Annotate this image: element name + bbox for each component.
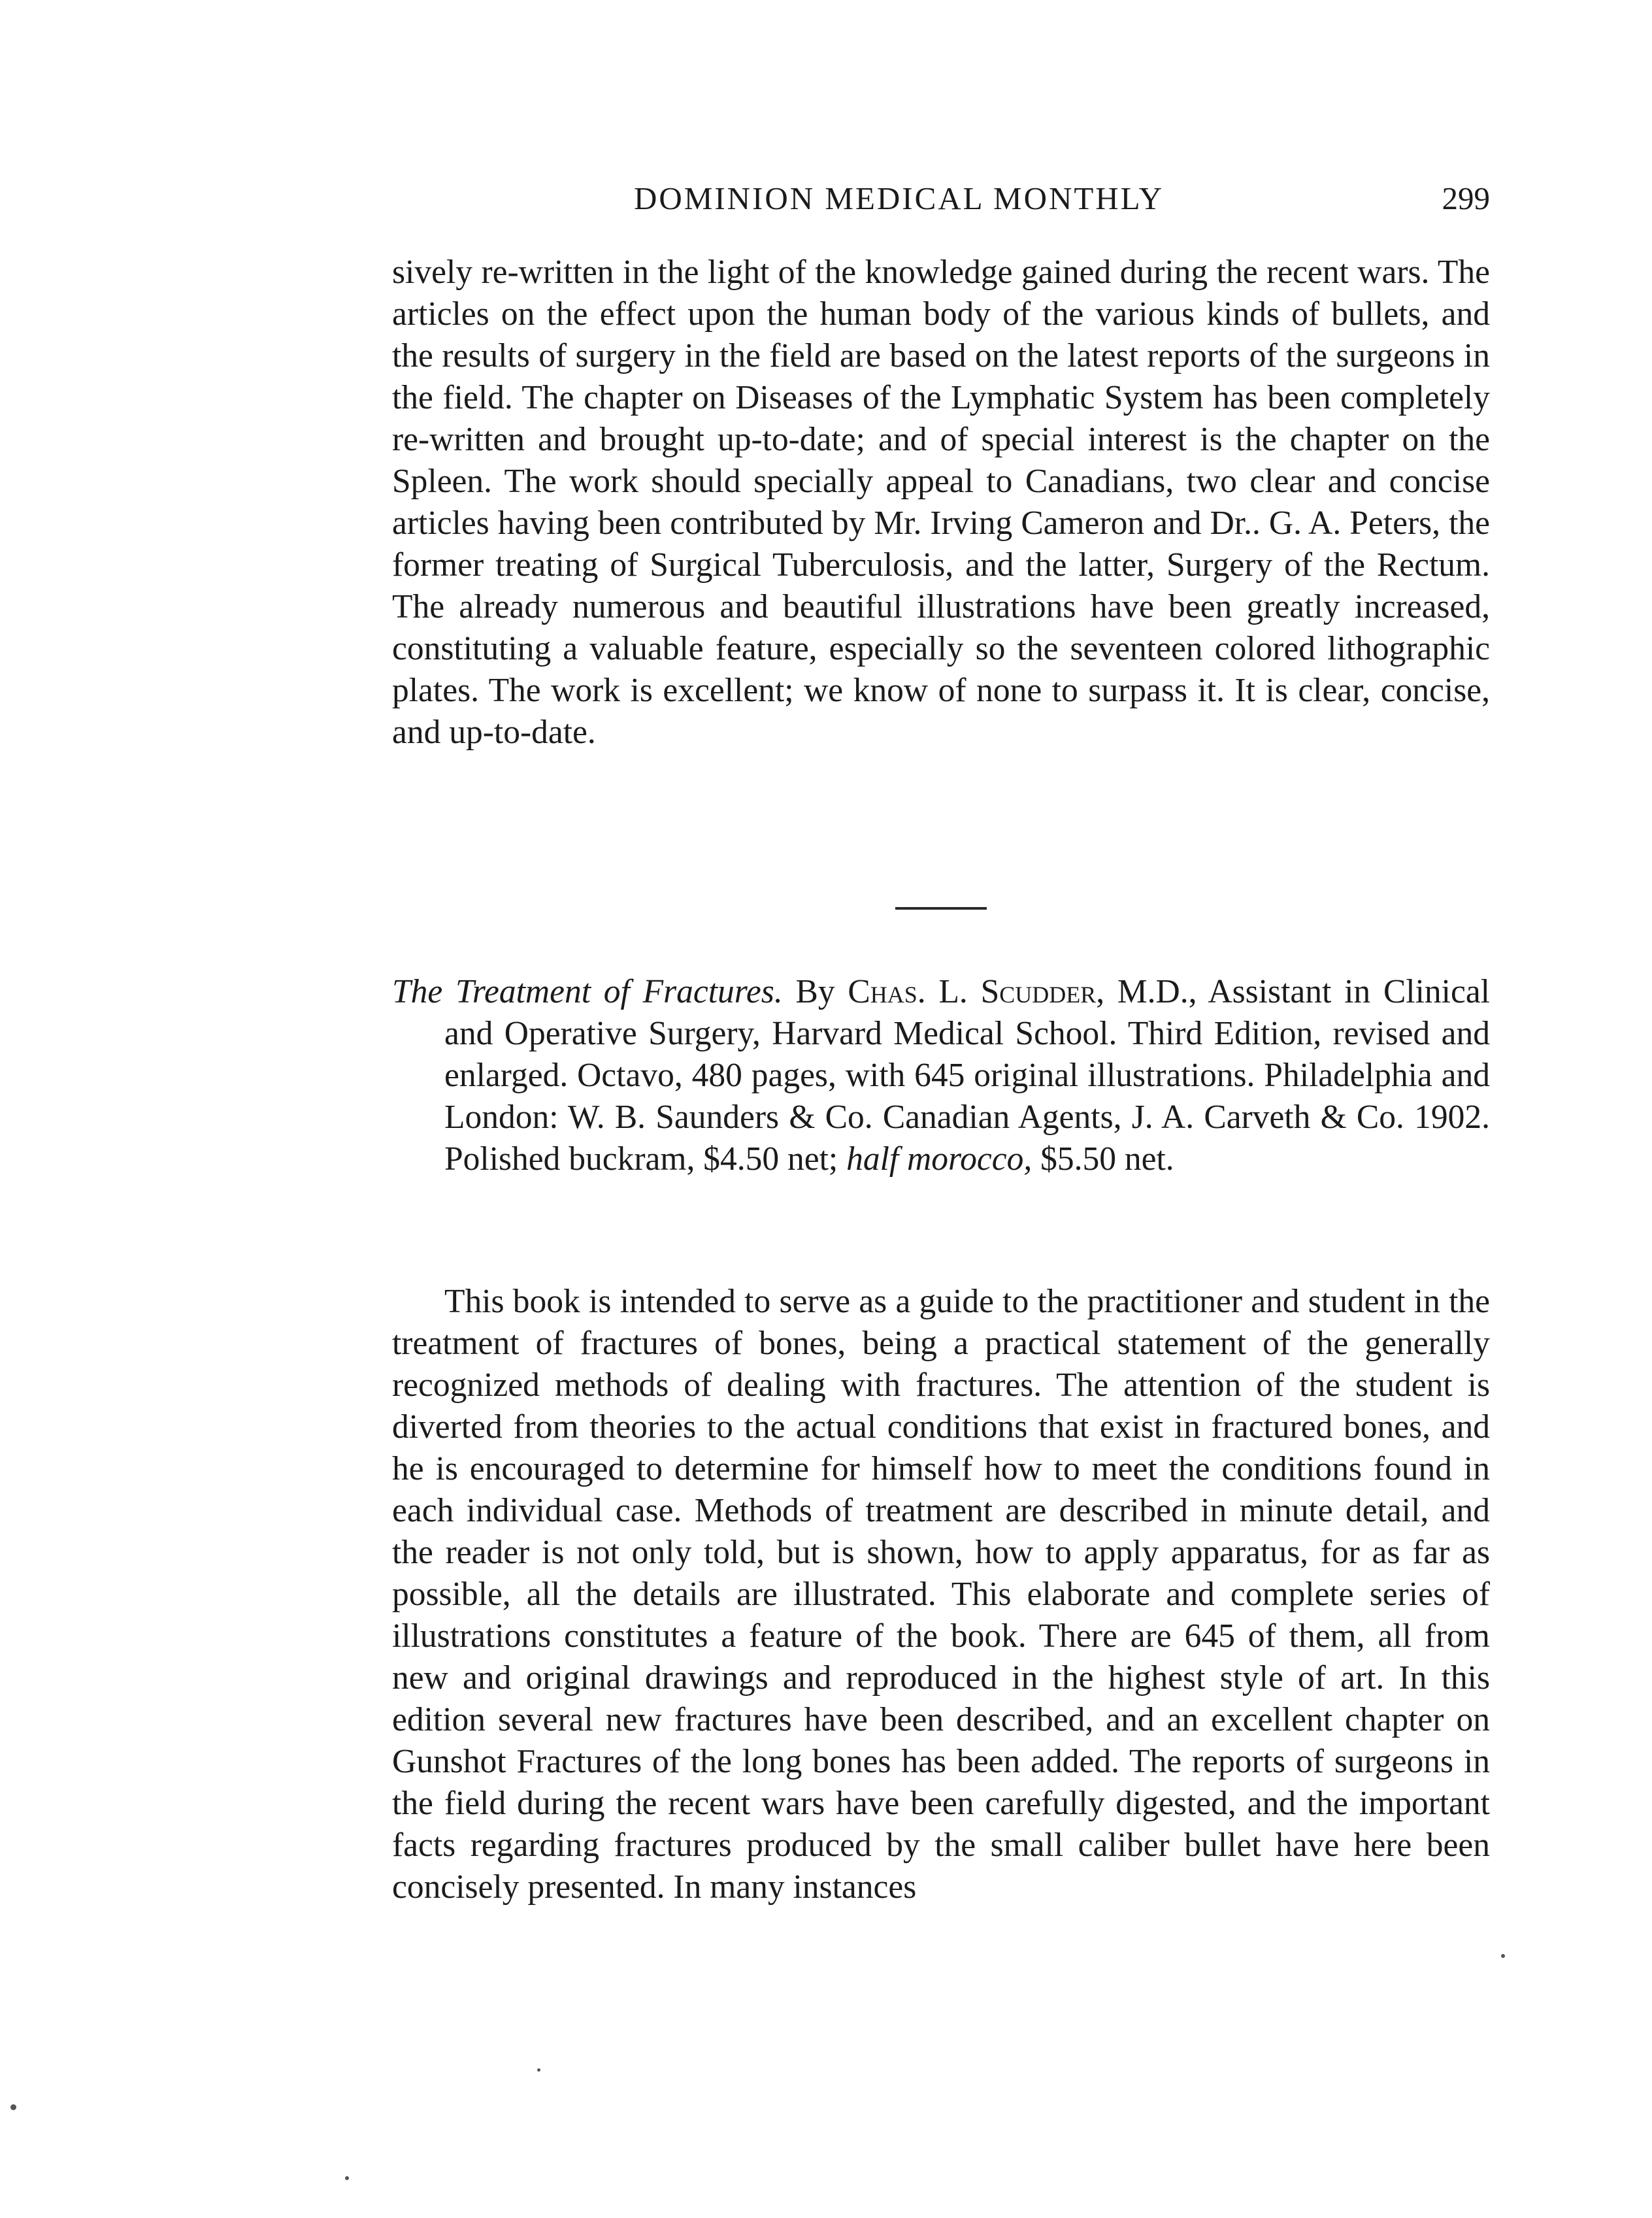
book-details: Assistant in Clinical and Operative Surgery, Harvard Medical School. Third Edition, revised and enlarged. Octavo, 480 pages, with 645 original illustrations. Philadelphia and London: W. B. Saunders & Co. Canadian Agents, J. A. Carveth & Co. 1902. Polished buckram, $4.50 net;	[444, 973, 1490, 1178]
section-divider	[895, 907, 987, 910]
review-paragraph: This book is intended to serve as a guide to the practitioner and student in the treatment of fractures of bones, being a practical statement of the generally recognized methods of dealing with fractures. The attention of the student is diverted from theories to the actual conditions that exist in fractured bones, and he is encouraged to determine for himself how to meet the conditions found in each individual case. Methods of treatment are described in minute detail, and the reader is not only told, but is shown, how to apply apparatus, for as far as possible, all the details are illustrated. This elaborate and complete series of illustrations constitutes a feature of the book. There are 645 of them, all from new and original drawings and reproduced in the highest style of art. In this edition several new fractures have been described, and an excellent chapter on Gunshot Fractures of the long bones has been added. The reports of surgeons in the field during the recent wars have been carefully digested, and the important facts regarding fractures produced by the small caliber bullet have here been concisely presented. In many instances	[392, 1283, 1490, 1906]
book-binding-half: half morocco,	[846, 1140, 1032, 1178]
stray-ink-mark	[537, 2068, 540, 2072]
stray-ink-mark	[345, 2176, 349, 2180]
book-binding-half-price: $5.50 net.	[1032, 1140, 1174, 1178]
book-citation	[392, 971, 1490, 1180]
book-by: By	[782, 973, 848, 1010]
book-author: Chas. L. Scudder, M.D.,	[848, 973, 1197, 1010]
book-title: The Treatment of Fractures.	[392, 973, 783, 1010]
running-head	[392, 180, 1490, 225]
stray-ink-mark	[10, 2104, 16, 2110]
stray-ink-mark	[1501, 1954, 1505, 1958]
continued-paragraph: sively re-written in the light of the knowledge gained during the recent wars. The articles on the effect upon the human body of the various kinds of bullets, and the results of surgery in the field are based on the latest reports of the surgeons in the field. The chapter on Diseases of the Lymphatic System has been completely re-written and brought up-to-date; and of special interest is the chapter on the Spleen. The work should specially appeal to Canadians, two clear and concise articles having been contributed by Mr. Irving Cameron and Dr.. G. A. Peters, the former treating of Surgical Tuberculosis, and the latter, Surgery of the Rectum. The already numerous and beautiful illustrations have been greatly increased, constituting a valuable feature, especially so the seventeen colored lithographic plates. The work is excellent; we know of none to surpass it. It is clear, concise, and up-to-date.	[392, 254, 1490, 751]
page-number: 299	[1442, 180, 1490, 216]
running-title: DOMINION MEDICAL MONTHLY	[634, 180, 1165, 216]
